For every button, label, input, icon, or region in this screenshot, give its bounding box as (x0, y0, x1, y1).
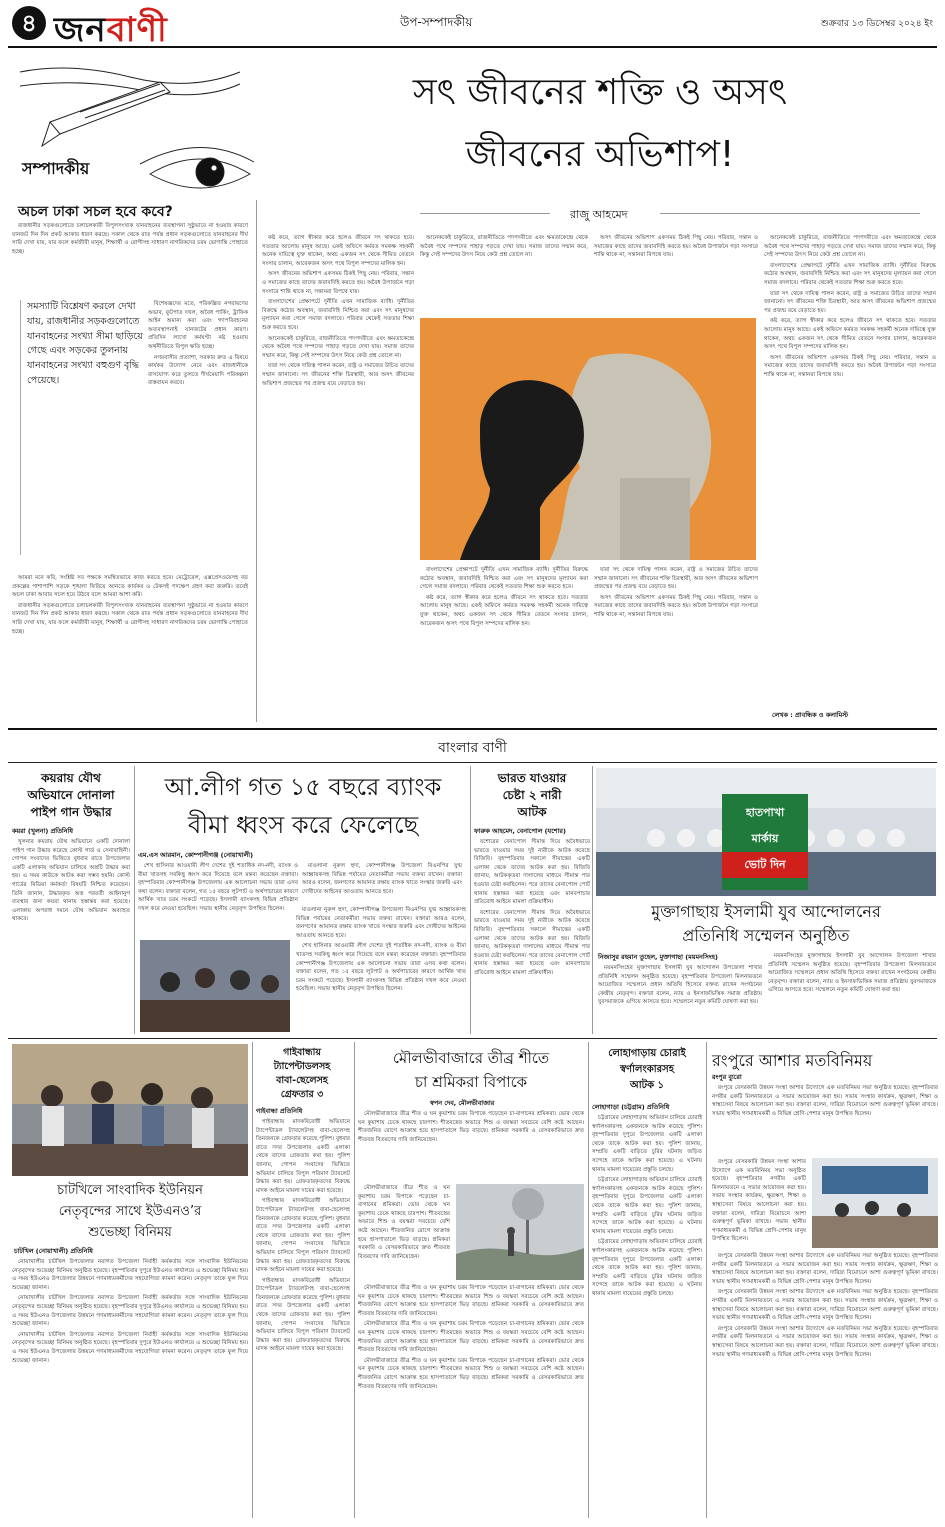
news4-photo (596, 768, 936, 896)
news5-byline: চাটখিল (নোয়াখালী) প্রতিনিধি (14, 1247, 93, 1255)
column-title-line1: সৎ জীবনের শক্তি ও অসৎ (412, 72, 788, 113)
column-col3-top: অসৎ জীবনের অভিশাপ একসময় ঠিকই পিছু নেয়। পরিবার, সন্তান ও সমাজের কাছে তাদের জবাবদিহি করতে হয়। অবৈধ উপার্জনে গড়া সংসারে শান্তি থাকে না, সন্তানরা বিপথে যায়। (594, 235, 758, 259)
news2-col2: মাওলানা নুরুল হুদা, কোম্পানীগঞ্জ উপজেলা বিএনপির যুগ্ম আহ্বায়কসহ বিভিন্ন পর্যায়ের নেতাকর্মীরা সভায় বক্তব্য রাখেন। বক্তারা আরও বলেন, জনগণের আমানত রক্ষায় ব্যাংক খাতে সংস্কার জরুরি এবং দোষীদের আইনের আওতায় আনতে হবে। (302, 863, 462, 895)
news5-body: নোয়াখালীর চাটখিল উপজেলার নবাগত উপজেলা নির্বাহী কর্মকর্তার সঙ্গে সাংবাদিক ইউনিয়নের নেতৃবৃন্দের শুভেচ্ছা বিনিময় অনুষ্ঠিত হয়েছে। বৃহস্পতিবার দুপুরে ইউএনও কার্যালয়ে এ শুভেচ্ছা বিনিময় হয়। এ সময় ইউএনও উপজেলার উন্নয়নে গণমাধ্যমকর্মীদের সহযোগিতা কামনা করেন। নেতৃবৃন্দ তাকে ফুল দিয়ে শুভেচ্ছা জানান। নোয়াখালীর চাটখিল উপজেলার নবাগত উপজেলা নির্বাহী কর্মকর্তার সঙ্গে সাংবাদিক ইউনিয়নের নেতৃবৃন্দের শুভেচ্ছা বিনিময় অনুষ্ঠিত হয়েছে। বৃহস্পতিবার দুপুরে ইউএনও কার্যালয়ে এ শুভেচ্ছা বিনিময় হয়। এ সময় ইউএনও উপজেলার উন্নয়নে গণমাধ্যমকর্মীদের সহযোগিতা কামনা করেন। নেতৃবৃন্দ তাকে ফুল দিয়ে শুভেচ্ছা জানান। নোয়াখালীর চাটখিল উপজেলার নবাগত উপজেলা নির্বাহী কর্মকর্তার সঙ্গে সাংবাদিক ইউনিয়নের নেতৃবৃন্দের শুভেচ্ছা বিনিময় অনুষ্ঠিত হয়েছে। বৃহস্পতিবার দুপুরে ইউএনও কার্যালয়ে এ শুভেচ্ছা বিনিময় হয়। এ সময় ইউএনও উপজেলার উন্নয়নে গণমাধ্যমকর্মীদের সহযোগিতা কামনা করেন। নেতৃবৃন্দ তাকে ফুল দিয়ে শুভেচ্ছা জানান। (12, 1259, 248, 1364)
author-bar (420, 205, 920, 223)
news1-byline: কয়রা (খুলনা) প্রতিনিধি (12, 827, 73, 835)
news4-col1: ময়মনসিংহের মুক্তাগাছায় ইসলামী যুব আন্দোলন উপজেলা শাখার প্রতিনিধি সম্মেলন অনুষ্ঠিত হয়েছে। বৃহস্পতিবার উপজেলা মিলনায়তনে আয়োজিত সম্মেলনে প্রধান অতিথি হিসেবে বক্তব্য রাখেন সংগঠনের কেন্দ্রীয় নেতৃবৃন্দ। বক্তারা বলেন, ন্যায় ও ইনসাফভিত্তিক সমাজ প্রতিষ্ঠায় যুবসমাজকে এগিয়ে আসতে হবে। সম্মেলনে নতুন কমিটি ঘোষণা করা হয়। (598, 965, 762, 1006)
masthead-rule (8, 46, 937, 48)
news2-col1: শেখ হাসিনার আওয়ামী লীগ দেশের দুই শতাধিক নদ-নদী, ব্যাংক ও বীমা খাতসহ সবকিছু ধ্বংস করে দিয়েছে বলে মন্তব্য করেছেন বক্তারা। বৃহস্পতিবার কোম্পানীগঞ্জ উপজেলায় এক আলোচনা সভায় তারা এসব কথা বলেন। বক্তারা বলেন, গত ১৫ বছরে লুটপাট ও অর্থপাচারের কারণে আর্থিক খাত চরম সংকটে পড়েছে। ইসলামী ব্যাংকসহ বিভিন্ন প্রতিষ্ঠান দখল করে নেওয়া হয়েছিল। সভায় স্থানীয় নেতৃবৃন্দ উপস্থিত ছিলেন। (138, 863, 298, 912)
news7-bottom: মৌলভীবাজারে তীব্র শীত ও ঘন কুয়াশায় চরম বিপাকে পড়েছেন চা-বাগানের শ্রমিকরা। ভোর থেকে ঘন কুয়াশায় ঢেকে থাকছে চারপাশ। শীতবস্ত্রের অভাবে শিশু ও বয়স্করা সবচেয়ে বেশি কষ্টে আছেন। শীতজনিত রোগে আক্রান্ত হয়ে হাসপাতালে ভিড় বাড়ছে। শ্রমিকরা সরকারি ও বেসরকারিভাবে দ্রুত শীতবস্ত্র বিতরণের দাবি জানিয়েছেন। মৌলভীবাজারে তীব্র শীত ও ঘন কুয়াশায় চরম বিপাকে পড়েছেন চা-বাগানের শ্রমিকরা। ভোর থেকে ঘন কুয়াশায় ঢেকে থাকছে চারপাশ। শীতবস্ত্রের অভাবে শিশু ও বয়স্করা সবচেয়ে বেশি কষ্টে আছেন। শীতজনিত রোগে আক্রান্ত হয়ে হাসপাতালে ভিড় বাড়ছে। শ্রমিকরা সরকারি ও বেসরকারিভাবে দ্রুত শীতবস্ত্র বিতরণের দাবি জানিয়েছেন। মৌলভীবাজারে তীব্র শীত ও ঘন কুয়াশায় চরম বিপাকে পড়েছেন চা-বাগানের শ্রমিকরা। ভোর থেকে ঘন কুয়াশায় ঢেকে থাকছে চারপাশ। শীতবস্ত্রের অভাবে শিশু ও বয়স্করা সবচেয়ে বেশি কষ্টে আছেন। শীতজনিত রোগে আক্রান্ত হয়ে হাসপাতালে ভিড় বাড়ছে। শ্রমিকরা সরকারি ও বেসরকারিভাবে দ্রুত শীতবস্ত্র বিতরণের দাবি জানিয়েছেন। (358, 1285, 584, 1390)
column-author: রাজু আহমেদ (570, 208, 628, 221)
news7-top: মৌলভীবাজারে তীব্র শীত ও ঘন কুয়াশায় চরম বিপাকে পড়েছেন চা-বাগানের শ্রমিকরা। ভোর থেকে ঘন কুয়াশায় ঢেকে থাকছে চারপাশ। শীতবস্ত্রের অভাবে শিশু ও বয়স্করা সবচেয়ে বেশি কষ্টে আছেন। শীতজনিত রোগে আক্রান্ত হয়ে হাসপাতালে ভিড় বাড়ছে। শ্রমিকরা সরকারি ও বেসরকারিভাবে দ্রুত শীতবস্ত্র বিতরণের দাবি জানিয়েছেন। (358, 1111, 584, 1143)
news6-byline: গাইবান্ধা প্রতিনিধি (256, 1107, 303, 1115)
news1-headline: কয়রায় যৌথ অভিযানে দোনালা পাইপ গান উদ্ধার (27, 771, 115, 819)
news9-top: রংপুরে বেসরকারি উন্নয়ন সংস্থা আশার উদ্যোগে এক মতবিনিময় সভা অনুষ্ঠিত হয়েছে। বৃহস্পতিবার নগরীর একটি মিলনায়তনে এ সভার আয়োজন করা হয়। সভায় সংস্থার কার্যক্রম, ক্ষুদ্রঋণ, শিক্ষা ও স্বাস্থ্যসেবা বিষয়ে আলোচনা করা হয়। বক্তারা বলেন, দারিদ্র্য বিমোচনে আশা গুরুত্বপূর্ণ ভূমিকা রাখছে। সভায় স্থানীয় গণমাধ্যমকর্মী ও বিভিন্ন শ্রেণি-পেশার মানুষ উপস্থিত ছিলেন। (712, 1085, 938, 1117)
news9-headline: রংপুরে আশার মতবিনিময় (712, 1051, 873, 1070)
news9-byline: রংপুর ব্যুরো (712, 1073, 742, 1081)
news8-body: চট্টগ্রামের লোহাগাড়ায় অভিযান চালিয়ে চোরাই স্বর্ণালংকারসহ একজনকে আটক করেছে পুলিশ। বৃহস্পতিবার দুপুরে উপজেলার একটি এলাকা থেকে তাকে আটক করা হয়। পুলিশ জানায়, সম্প্রতি একটি বাড়িতে চুরির ঘটনায় জড়িত সন্দেহে তাকে আটক করা হয়েছে। এ ঘটনায় থানায় মামলা দায়েরের প্রস্তুতি চলছে। চট্টগ্রামের লোহাগাড়ায় অভিযান চালিয়ে চোরাই স্বর্ণালংকারসহ একজনকে আটক করেছে পুলিশ। বৃহস্পতিবার দুপুরে উপজেলার একটি এলাকা থেকে তাকে আটক করা হয়। পুলিশ জানায়, সম্প্রতি একটি বাড়িতে চুরির ঘটনায় জড়িত সন্দেহে তাকে আটক করা হয়েছে। এ ঘটনায় থানায় মামলা দায়েরের প্রস্তুতি চলছে। চট্টগ্রামের লোহাগাড়ায় অভিযান চালিয়ে চোরাই স্বর্ণালংকারসহ একজনকে আটক করেছে পুলিশ। বৃহস্পতিবার দুপুরে উপজেলার একটি এলাকা থেকে তাকে আটক করা হয়। পুলিশ জানায়, সম্প্রতি একটি বাড়িতে চুরির ঘটনায় জড়িত সন্দেহে তাকে আটক করা হয়েছে। এ ঘটনায় থানায় মামলা দায়েরের প্রস্তুতি চলছে। (592, 1115, 702, 1297)
group-photo-icon (12, 1044, 248, 1176)
news3-headline: ভারত যাওয়ার চেষ্টা ২ নারী আটক (497, 771, 567, 819)
foggy-tea-garden-icon (456, 1184, 584, 1280)
editorial-pullquote: সমস্যাটি বিশ্লেষণ করলে দেখা যায়, রাজধানীর সড়কগুলোতে যানবাহনের সংখ্যা সীমা ছাড়িয়ে গেছে এবং সড়কের তুলনায় যানবাহনের সংখ্যা বহুগুণ বৃদ্ধি পেয়েছে। (20, 300, 145, 555)
news7-byline: স্বপন দেব, মৌলভীবাজার (430, 1099, 495, 1107)
news4-banner: হাতপাখা মার্কায় ভোট দিন (722, 794, 808, 890)
column-col4: আনেককেই চাকুরিতে, রাজনীতিতে পদপদবীতে এবং ক্ষমতাকেন্দ্রে থেকে অবৈধ পথে সম্পদের পাহাড় গড়তে দেখা যায়। সমাজ তাদের সম্মান করে, কিন্তু সেই সম্পদের উৎস নিয়ে কেউ প্রশ্ন তোলে না। বাংলাদেশের প্রেক্ষাপটে দুর্নীতি এখন সামাজিক ব্যাধি। দুর্নীতির বিরুদ্ধে কঠোর অবস্থান, জবাবদিহি নিশ্চিত করা এবং সৎ মানুষদের মূল্যায়ন করা গেলে সমাজ বদলাবে। পরিবার থেকেই সততার শিক্ষা শুরু করতে হবে। যারা সৎ থেকে দায়িত্ব পালন করেন, রাষ্ট্র ও সমাজের উচিত তাদের সম্মান জানানো। সৎ জীবনের শক্তি চিরস্থায়ী, আর অসৎ জীবনের অভিশাপ প্রজন্মের পর প্রজন্ম বয়ে বেড়াতে হয়। কষ্ট করে, ত্যাগ স্বীকার করে হলেও জীবনে সৎ থাকতে হবে। সততার আলোয় মানুষ আছে। একই অফিসে কর্মরত সমকক্ষ সহকর্মী অনেক দায়িত্বে যুক্ত থাকেন, অথচ একজন সৎ থেকে সীমিত বেতনে সংসার চালান, আরেকজন অসৎ পথে বিপুল সম্পদের মালিক হন। অসৎ জীবনের অভিশাপ একসময় ঠিকই পিছু নেয়। পরিবার, সন্তান ও সমাজের কাছে তাদের জবাবদিহি করতে হয়। অবৈধ উপার্জনে গড়া সংসারে শান্তি থাকে না, সন্তানরা বিপথে যায়। (764, 235, 936, 378)
meeting-photo-icon (140, 940, 290, 1032)
writer-note: লেখক : প্রাবন্ধিক ও কলামিস্ট (772, 711, 848, 719)
editorial-headline: অচল ঢাকা সচল হবে কবে? (18, 204, 173, 220)
news4-byline: নিজাসুর রহমান তুহেল, মুক্তাগাছা (ময়মনসিংহ) (598, 953, 718, 961)
column-col2-top: আনেককেই চাকুরিতে, রাজনীতিতে পদপদবীতে এবং ক্ষমতাকেন্দ্রে থেকে অবৈধ পথে সম্পদের পাহাড় গড়তে দেখা যায়। সমাজ তাদের সম্মান করে, কিন্তু সেই সম্পদের উৎস নিয়ে কেউ প্রশ্ন তোলে না। (420, 235, 588, 259)
editorial-intro: রাজধানীর সড়কগুলোতে চলাচলকারী বিপুলসংখ্যক যানবাহনের ব্যবস্থাপনা সুষ্ঠুভাবে না হওয়ার কারণে যানজট দিন দিন প্রকট আকার ধারণ করছে। সকাল থেকে রাত পর্যন্ত প্রধান সড়কগুলোতে যানবাহনের দীর্ঘ সারি দেখা যায়, যার ফলে কর্মজীবী মানুষ, শিক্ষার্থী ও রোগীসহ সাধারণ নাগরিকদের চরম ভোগান্তি পোহাতে হচ্ছে। (12, 223, 248, 255)
silhouette-faces-icon (420, 318, 756, 560)
editorial-art (10, 52, 258, 202)
news4-headline: মুক্তাগাছায় ইসলামী যুব আন্দোলনের প্রতিনিধি সম্মেলন অনুষ্ঠিত (651, 902, 881, 945)
news8-headline: লোহাগাড়ায় চোরাই স্বর্ণালংকারসহ আটক ১ (608, 1048, 686, 1091)
news6-body: গাইবান্ধায় মাদকবিরোধী অভিযানে ট্যাপেন্টাডল ট্যাবলেটসহ বাবা-ছেলেসহ তিনজনকে গ্রেফতার করেছে পুলিশ। বুধবার রাতে সদর উপজেলার একটি এলাকা থেকে তাদের গ্রেফতার করা হয়। পুলিশ জানায়, গোপন সংবাদের ভিত্তিতে অভিযান চালিয়ে বিপুল পরিমাণ ট্যাবলেট উদ্ধার করা হয়। গ্রেফতারকৃতদের বিরুদ্ধে মাদক আইনে মামলা দায়ের করা হয়েছে। গাইবান্ধায় মাদকবিরোধী অভিযানে ট্যাপেন্টাডল ট্যাবলেটসহ বাবা-ছেলেসহ তিনজনকে গ্রেফতার করেছে পুলিশ। বুধবার রাতে সদর উপজেলার একটি এলাকা থেকে তাদের গ্রেফতার করা হয়। পুলিশ জানায়, গোপন সংবাদের ভিত্তিতে অভিযান চালিয়ে বিপুল পরিমাণ ট্যাবলেট উদ্ধার করা হয়। গ্রেফতারকৃতদের বিরুদ্ধে মাদক আইনে মামলা দায়ের করা হয়েছে। গাইবান্ধায় মাদকবিরোধী অভিযানে ট্যাপেন্টাডল ট্যাবলেটসহ বাবা-ছেলেসহ তিনজনকে গ্রেফতার করেছে পুলিশ। বুধবার রাতে সদর উপজেলার একটি এলাকা থেকে তাদের গ্রেফতার করা হয়। পুলিশ জানায়, গোপন সংবাদের ভিত্তিতে অভিযান চালিয়ে বিপুল পরিমাণ ট্যাবলেট উদ্ধার করা হয়। গ্রেফতারকৃতদের বিরুদ্ধে মাদক আইনে মামলা দায়ের করা হয়েছে। (256, 1119, 350, 1353)
news9-photo (812, 1158, 938, 1248)
news5-photo (12, 1044, 248, 1176)
news7-photo (456, 1184, 584, 1280)
news2-col3: মাওলানা নুরুল হুদা, কোম্পানীগঞ্জ উপজেলা বিএনপির যুগ্ম আহ্বায়কসহ বিভিন্ন পর্যায়ের নেতাকর্মীরা সভায় বক্তব্য রাখেন। বক্তারা আরও বলেন, জনগণের আমানত রক্ষায় ব্যাংক খাতে সংস্কার জরুরি এবং দোষীদের আইনের আওতায় আনতে হবে। শেখ হাসিনার আওয়ামী লীগ দেশের দুই শতাধিক নদ-নদী, ব্যাংক ও বীমা খাতসহ সবকিছু ধ্বংস করে দিয়েছে বলে মন্তব্য করেছেন বক্তারা। বৃহস্পতিবার কোম্পানীগঞ্জ উপজেলায় এক আলোচনা সভায় তারা এসব কথা বলেন। বক্তারা বলেন, গত ১৫ বছরে লুটপাট ও অর্থপাচারের কারণে আর্থিক খাত চরম সংকটে পড়েছে। ইসলামী ব্যাংকসহ বিভিন্ন প্রতিষ্ঠান দখল করে নেওয়া হয়েছিল। সভায় স্থানীয় নেতৃবৃন্দ উপস্থিত ছিলেন। (296, 907, 466, 993)
issue-date: শুক্রবার ১৩ ডিসেম্বর ২০২৪ ইং (821, 19, 933, 29)
news7-headline: মৌলভীবাজারে তীব্র শীতে চা শ্রমিকরা বিপাকে (392, 1049, 550, 1091)
news2-byline: এম.এস আরমান, কোম্পানীগঞ্জ (নোয়াখালী) (138, 851, 254, 859)
news6-headline: গাইবান্ধায় ট্যাপেন্টাডলসহ বাবা-ছেলেসহ গ্রেফতার ৩ (273, 1047, 331, 1100)
news2-headline: আ.লীগ গত ১৫ বছরে ব্যাংক বীমা ধ্বংস করে ফেলেছে (164, 773, 442, 839)
news4-col2: ময়মনসিংহের মুক্তাগাছায় ইসলামী যুব আন্দোলন উপজেলা শাখার প্রতিনিধি সম্মেলন অনুষ্ঠিত হয়েছে। বৃহস্পতিবার উপজেলা মিলনায়তনে আয়োজিত সম্মেলনে প্রধান অতিথি হিসেবে বক্তব্য রাখেন সংগঠনের কেন্দ্রীয় নেতৃবৃন্দ। বক্তারা বলেন, ন্যায় ও ইনসাফভিত্তিক সমাজ প্রতিষ্ঠায় যুবসমাজকে এগিয়ে আসতে হবে। সম্মেলনে নতুন কমিটি ঘোষণা করা হয়। (768, 953, 936, 994)
news7-left: মৌলভীবাজারে তীব্র শীত ও ঘন কুয়াশায় চরম বিপাকে পড়েছেন চা-বাগানের শ্রমিকরা। ভোর থেকে ঘন কুয়াশায় ঢেকে থাকছে চারপাশ। শীতবস্ত্রের অভাবে শিশু ও বয়স্করা সবচেয়ে বেশি কষ্টে আছেন। শীতজনিত রোগে আক্রান্ত হয়ে হাসপাতালে ভিড় বাড়ছে। শ্রমিকরা সরকারি ও বেসরকারিভাবে দ্রুত শীতবস্ত্র বিতরণের দাবি জানিয়েছেন। (358, 1185, 450, 1260)
news5-headline: চাটখিলে সাংবাদিক ইউনিয়ন নেতৃবৃন্দের সাথে ইউএনও’র শুভেচ্ছা বিনিময় (57, 1183, 203, 1240)
news3-byline: ফারুক আহমেদ, বেনাপোল (যশোর) (474, 827, 566, 835)
news-section-title: বাংলার বাণী (438, 740, 507, 756)
column-col1: কষ্ট করে, ত্যাগ স্বীকার করে হলেও জীবনে সৎ থাকতে হবে। সততার আলোয় মানুষ আছে। একই অফিসে কর্মরত সমকক্ষ সহকর্মী অনেক দায়িত্বে যুক্ত থাকেন, অথচ একজন সৎ থেকে সীমিত বেতনে সংসার চালান, আরেকজন অসৎ পথে বিপুল সম্পদের মালিক হন। অসৎ জীবনের অভিশাপ একসময় ঠিকই পিছু নেয়। পরিবার, সন্তান ও সমাজের কাছে তাদের জবাবদিহি করতে হয়। অবৈধ উপার্জনে গড়া সংসারে শান্তি থাকে না, সন্তানরা বিপথে যায়। বাংলাদেশের প্রেক্ষাপটে দুর্নীতি এখন সামাজিক ব্যাধি। দুর্নীতির বিরুদ্ধে কঠোর অবস্থান, জবাবদিহি নিশ্চিত করা এবং সৎ মানুষদের মূল্যায়ন করা গেলে সমাজ বদলাবে। পরিবার থেকেই সততার শিক্ষা শুরু করতে হবে। আনেককেই চাকুরিতে, রাজনীতিতে পদপদবীতে এবং ক্ষমতাকেন্দ্রে থেকে অবৈধ পথে সম্পদের পাহাড় গড়তে দেখা যায়। সমাজ তাদের সম্মান করে, কিন্তু সেই সম্পদের উৎস নিয়ে কেউ প্রশ্ন তোলে না। যারা সৎ থেকে দায়িত্ব পালন করেন, রাষ্ট্র ও সমাজের উচিত তাদের সম্মান জানানো। সৎ জীবনের শক্তি চিরস্থায়ী, আর অসৎ জীবনের অভিশাপ প্রজন্মের পর প্রজন্ম বয়ে বেড়াতে হয়। (262, 235, 414, 387)
logo-part2: বাণী (106, 10, 168, 50)
editorial-bottom: আমরা মনে করি, সংশ্লিষ্ট সব পক্ষকে সমন্বিতভাবে কাজ করতে হবে। মেট্রোরেল, এক্সপ্রেসওয়েসহ বড় প্রকল্পের পাশাপাশি সড়কে শৃঙ্খলা ফিরিয়ে আনতে কার্যকর ও টেকসই পদক্ষেপ গ্রহণ করা জরুরি। তবেই অচল ঢাকা আবার সচল হয়ে উঠবে বলে আমরা আশা করি। রাজধানীর সড়কগুলোতে চলাচলকারী বিপুলসংখ্যক যানবাহনের ব্যবস্থাপনা সুষ্ঠুভাবে না হওয়ার কারণে যানজট দিন দিন প্রকট আকার ধারণ করছে। সকাল থেকে রাত পর্যন্ত প্রধান সড়কগুলোতে যানবাহনের দীর্ঘ সারি দেখা যায়, যার ফলে কর্মজীবী মানুষ, শিক্ষার্থী ও রোগীসহ সাধারণ নাগরিকদের চরম ভোগান্তি পোহাতে হচ্ছে। (12, 575, 248, 635)
column-col3-bottom: যারা সৎ থেকে দায়িত্ব পালন করেন, রাষ্ট্র ও সমাজের উচিত তাদের সম্মান জানানো। সৎ জীবনের শক্তি চিরস্থায়ী, আর অসৎ জীবনের অভিশাপ প্রজন্মের পর প্রজন্ম বয়ে বেড়াতে হয়। অসৎ জীবনের অভিশাপ একসময় ঠিকই পিছু নেয়। পরিবার, সন্তান ও সমাজের কাছে তাদের জবাবদিহি করতে হয়। অবৈধ উপার্জনে গড়া সংসারে শান্তি থাকে না, সন্তানরা বিপথে যায়। (594, 567, 758, 618)
news1-body: খুলনার কয়রায় যৌথ অভিযানে একটি দোনালা পাইপ গান উদ্ধার করেছে কোস্ট গার্ড ও সেনাবাহিনী। গোপন সংবাদের ভিত্তিতে বুধবার রাতে উপজেলার একটি এলাকায় অভিযান চালিয়ে অস্ত্রটি উদ্ধার করা হয়। এ সময় কাউকে আটক করা সম্ভব হয়নি। কোস্ট গার্ডের মিডিয়া কর্মকর্তা বিষয়টি নিশ্চিত করেছেন। তিনি জানান, উদ্ধারকৃত অস্ত্র পরবর্তী আইনানুগ ব্যবস্থার জন্য কয়রা থানায় হস্তান্তর করা হয়েছে। এলাকায় অপরাধ দমনে যৌথ অভিযান অব্যাহত থাকবে। (12, 839, 130, 923)
news9-left: রংপুরে বেসরকারি উন্নয়ন সংস্থা আশার উদ্যোগে এক মতবিনিময় সভা অনুষ্ঠিত হয়েছে। বৃহস্পতিবার নগরীর একটি মিলনায়তনে এ সভার আয়োজন করা হয়। সভায় সংস্থার কার্যক্রম, ক্ষুদ্রঋণ, শিক্ষা ও স্বাস্থ্যসেবা বিষয়ে আলোচনা করা হয়। বক্তারা বলেন, দারিদ্র্য বিমোচনে আশা গুরুত্বপূর্ণ ভূমিকা রাখছে। সভায় স্থানীয় গণমাধ্যমকর্মী ও বিভিন্ন শ্রেণি-পেশার মানুষ উপস্থিত ছিলেন। (712, 1159, 806, 1243)
news8-byline: লোহাগাড়া (চট্টগ্রাম) প্রতিনিধি (592, 1103, 670, 1111)
logo-part1: জন (54, 10, 107, 50)
column-col2-bottom: বাংলাদেশের প্রেক্ষাপটে দুর্নীতি এখন সামাজিক ব্যাধি। দুর্নীতির বিরুদ্ধে কঠোর অবস্থান, জবাবদিহি নিশ্চিত করা এবং সৎ মানুষদের মূল্যায়ন করা গেলে সমাজ বদলাবে। পরিবার থেকেই সততার শিক্ষা শুরু করতে হবে। কষ্ট করে, ত্যাগ স্বীকার করে হলেও জীবনে সৎ থাকতে হবে। সততার আলোয় মানুষ আছে। একই অফিসে কর্মরত সমকক্ষ সহকর্মী অনেক দায়িত্বে যুক্ত থাকেন, অথচ একজন সৎ থেকে সীমিত বেতনে সংসার চালান, আরেকজন অসৎ পথে বিপুল সম্পদের মালিক হন। (420, 567, 588, 627)
news9-bottom: রংপুরে বেসরকারি উন্নয়ন সংস্থা আশার উদ্যোগে এক মতবিনিময় সভা অনুষ্ঠিত হয়েছে। বৃহস্পতিবার নগরীর একটি মিলনায়তনে এ সভার আয়োজন করা হয়। সভায় সংস্থার কার্যক্রম, ক্ষুদ্রঋণ, শিক্ষা ও স্বাস্থ্যসেবা বিষয়ে আলোচনা করা হয়। বক্তারা বলেন, দারিদ্র্য বিমোচনে আশা গুরুত্বপূর্ণ ভূমিকা রাখছে। সভায় স্থানীয় গণমাধ্যমকর্মী ও বিভিন্ন শ্রেণি-পেশার মানুষ উপস্থিত ছিলেন। রংপুরে বেসরকারি উন্নয়ন সংস্থা আশার উদ্যোগে এক মতবিনিময় সভা অনুষ্ঠিত হয়েছে। বৃহস্পতিবার নগরীর একটি মিলনায়তনে এ সভার আয়োজন করা হয়। সভায় সংস্থার কার্যক্রম, ক্ষুদ্রঋণ, শিক্ষা ও স্বাস্থ্যসেবা বিষয়ে আলোচনা করা হয়। বক্তারা বলেন, দারিদ্র্য বিমোচনে আশা গুরুত্বপূর্ণ ভূমিকা রাখছে। সভায় স্থানীয় গণমাধ্যমকর্মী ও বিভিন্ন শ্রেণি-পেশার মানুষ উপস্থিত ছিলেন। রংপুরে বেসরকারি উন্নয়ন সংস্থা আশার উদ্যোগে এক মতবিনিময় সভা অনুষ্ঠিত হয়েছে। বৃহস্পতিবার নগরীর একটি মিলনায়তনে এ সভার আয়োজন করা হয়। সভায় সংস্থার কার্যক্রম, ক্ষুদ্রঋণ, শিক্ষা ও স্বাস্থ্যসেবা বিষয়ে আলোচনা করা হয়। বক্তারা বলেন, দারিদ্র্য বিমোচনে আশা গুরুত্বপূর্ণ ভূমিকা রাখছে। সভায় স্থানীয় গণমাধ্যমকর্মী ও বিভিন্ন শ্রেণি-পেশার মানুষ উপস্থিত ছিলেন। (712, 1253, 938, 1358)
editorial-label: সম্পাদকীয় (18, 156, 93, 183)
page-number: ৪ (12, 6, 46, 40)
news2-photo (140, 940, 290, 1032)
seminar-photo-icon (812, 1158, 938, 1248)
editorial-col-right: বিশেষজ্ঞদের মতে, পরিকল্পিত নগরায়ণের অভাব, ফুটপাত দখল, অবৈধ পার্কিং, ট্রাফিক আইন অমান্য করা এবং গণপরিবহনের অব্যবস্থাপনাই যানজটের প্রধান কারণ। প্রতিদিন লাখো কর্মঘণ্টা নষ্ট হওয়ায় অর্থনীতিতে বিপুল ক্ষতি হচ্ছে। নগরবাসীর প্রত্যাশা, সরকার দ্রুত এ বিষয়ে কার্যকর উদ্যোগ নেবে এবং রাজধানীকে বাসযোগ্য করে তুলতে দীর্ঘমেয়াদি পরিকল্পনা বাস্তবায়ন করবে। (148, 301, 248, 387)
column-title-line2: জীবনের অভিশাপ! (465, 134, 735, 175)
section-name: উপ-সম্পাদকীয় (400, 15, 473, 29)
column-title (262, 62, 938, 186)
column-illustration (420, 318, 756, 560)
news3-body: যশোরের বেনাপোল সীমান্ত দিয়ে অবৈধভাবে ভারতে যাওয়ার সময় দুই নারীকে আটক করেছে বিজিবি। বৃহস্পতিবার সকালে সীমান্তের একটি এলাকা থেকে তাদের আটক করা হয়। বিজিবি জানায়, আটককৃতরা দালালের মাধ্যমে সীমান্ত পার হওয়ার চেষ্টা করছিলেন। পরে তাদের বেনাপোল পোর্ট থানায় হস্তান্তর করা হয়েছে এবং মানবপাচার প্রতিরোধ আইনে মামলা প্রক্রিয়াধীন। যশোরের বেনাপোল সীমান্ত দিয়ে অবৈধভাবে ভারতে যাওয়ার সময় দুই নারীকে আটক করেছে বিজিবি। বৃহস্পতিবার সকালে সীমান্তের একটি এলাকা থেকে তাদের আটক করা হয়। বিজিবি জানায়, আটককৃতরা দালালের মাধ্যমে সীমান্ত পার হওয়ার চেষ্টা করছিলেন। পরে তাদের বেনাপোল পোর্ট থানায় হস্তান্তর করা হয়েছে এবং মানবপাচার প্রতিরোধ আইনে মামলা প্রক্রিয়াধীন। (474, 839, 590, 976)
